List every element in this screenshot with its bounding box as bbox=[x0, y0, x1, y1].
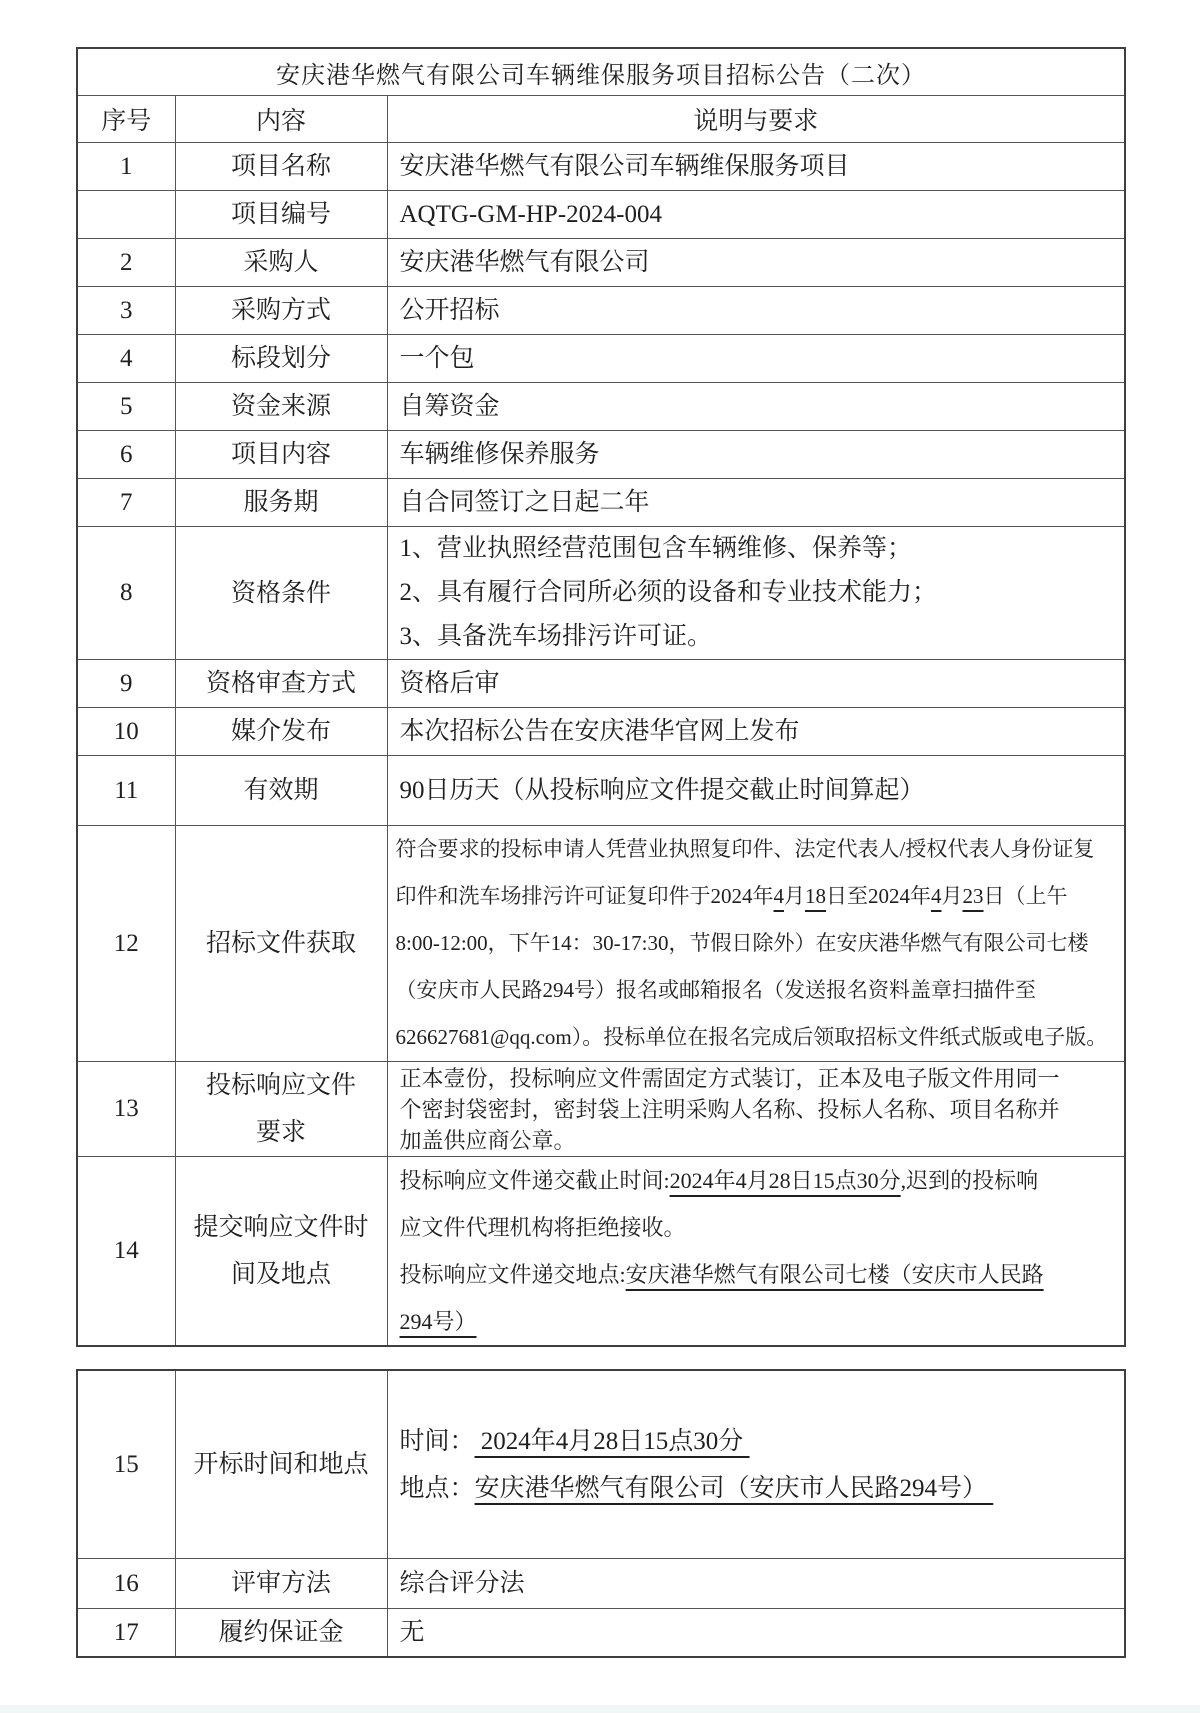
text-segment: 无 bbox=[399, 1619, 425, 1646]
cell-requirements bbox=[387, 239, 1125, 287]
cell-item-label bbox=[175, 660, 387, 708]
cell-seq-no: 5 bbox=[77, 383, 175, 431]
content-line bbox=[400, 1204, 1113, 1251]
cell-item-label bbox=[175, 335, 387, 383]
table-row bbox=[77, 143, 1125, 191]
table-row bbox=[77, 287, 1125, 335]
content-line bbox=[400, 708, 1113, 755]
second-table-body bbox=[77, 1370, 1125, 1657]
content-line bbox=[396, 873, 1117, 920]
text-segment: 自合同签订之日起二年 bbox=[399, 489, 650, 516]
cell-requirements bbox=[387, 1370, 1125, 1559]
cell-seq-no: 9 bbox=[77, 660, 175, 708]
content-line bbox=[400, 239, 1113, 286]
cell-seq-no bbox=[77, 191, 175, 239]
cell-item-label bbox=[175, 1157, 387, 1347]
table-title-row bbox=[77, 48, 1125, 96]
text-segment: 投标响应文件递交截止时间: bbox=[399, 1168, 670, 1193]
text-segment: 符合要求的投标申请人凭营业执照复印件、法定代表人/授权代表人身份证复 bbox=[395, 837, 1095, 861]
cell-requirements bbox=[387, 431, 1125, 479]
cell-item-label bbox=[175, 756, 387, 826]
text-segment: ,迟到的投标响 bbox=[900, 1168, 1039, 1193]
cell-requirements bbox=[387, 1609, 1125, 1658]
cell-seq-no: 17 bbox=[77, 1609, 175, 1658]
text-segment: 一个包 bbox=[399, 345, 475, 372]
label-line: 采购方式 bbox=[230, 297, 331, 324]
cell-seq-no: 3 bbox=[77, 287, 175, 335]
content-line bbox=[400, 1298, 1113, 1345]
text-segment: 626627681@qq.com）。投标单位在报名完成后领取招标文件纸式版或电子版。 bbox=[395, 1025, 1108, 1049]
content-line bbox=[400, 335, 1113, 382]
text-segment: 车辆维修保养服务 bbox=[399, 441, 600, 468]
table-row bbox=[77, 1157, 1125, 1347]
table-row bbox=[77, 191, 1125, 239]
text-segment: 8:00-12:00，下午14：30-17:30，节假日除外）在安庆港华燃气有限公司七楼 bbox=[395, 931, 1089, 955]
content-line bbox=[400, 143, 1113, 190]
cell-requirements bbox=[387, 826, 1125, 1062]
content-line bbox=[400, 191, 1113, 238]
cell-item-label bbox=[175, 1370, 387, 1559]
cell-item-label bbox=[175, 1609, 387, 1658]
table-row bbox=[77, 708, 1125, 756]
content-line bbox=[396, 920, 1117, 967]
header-content: 内容 bbox=[175, 96, 387, 143]
text-segment: 日至2024年 bbox=[826, 884, 931, 908]
text-segment: 2、具有履行合同所必须的设备和专业技术能力； bbox=[399, 579, 938, 606]
content-line bbox=[400, 1418, 1113, 1465]
cell-item-label bbox=[175, 383, 387, 431]
label-line: 采购人 bbox=[243, 249, 319, 276]
underlined-text: 安庆港华燃气有限公司七楼（安庆市人民路 bbox=[625, 1262, 1044, 1287]
table-row bbox=[77, 431, 1125, 479]
text-segment: 投标响应文件递交地点: bbox=[399, 1262, 626, 1287]
label-line: 招标文件获取 bbox=[205, 930, 356, 957]
cell-requirements bbox=[387, 756, 1125, 826]
cell-item-label bbox=[175, 239, 387, 287]
table-row bbox=[77, 660, 1125, 708]
table-row bbox=[77, 239, 1125, 287]
underlined-text: 2024年4月28日15点30分 bbox=[474, 1427, 750, 1455]
text-segment: 应文件代理机构将拒绝接收。 bbox=[399, 1215, 686, 1240]
text-segment: 自筹资金 bbox=[399, 393, 500, 420]
content-line bbox=[400, 571, 1113, 615]
cell-seq-no: 14 bbox=[77, 1157, 175, 1347]
label-line: 提交响应文件时 bbox=[193, 1214, 369, 1241]
table-row bbox=[77, 1609, 1125, 1658]
main-table-body bbox=[77, 143, 1125, 1347]
content-line bbox=[400, 383, 1113, 430]
table-row bbox=[77, 479, 1125, 527]
cell-seq-no: 8 bbox=[77, 527, 175, 660]
cell-requirements bbox=[387, 708, 1125, 756]
cell-item-label bbox=[175, 708, 387, 756]
content-line bbox=[400, 1609, 1113, 1656]
underlined-text: 294号） bbox=[399, 1309, 477, 1334]
label-line: 资金来源 bbox=[230, 393, 331, 420]
cell-item-label bbox=[175, 287, 387, 335]
content-line bbox=[400, 287, 1113, 334]
cell-item-label bbox=[175, 1559, 387, 1609]
cell-requirements bbox=[387, 287, 1125, 335]
cell-requirements bbox=[387, 143, 1125, 191]
text-segment: 公开招标 bbox=[399, 297, 500, 324]
table-header-row bbox=[77, 96, 1125, 143]
cell-item-label bbox=[175, 479, 387, 527]
cell-requirements bbox=[387, 383, 1125, 431]
text-segment: 加盖供应商公章。 bbox=[399, 1127, 576, 1153]
underlined-text: 23 bbox=[962, 884, 984, 908]
header-seq-no: 序号 bbox=[77, 96, 175, 143]
table-row bbox=[77, 1370, 1125, 1559]
table-row bbox=[77, 383, 1125, 431]
cell-item-label bbox=[175, 191, 387, 239]
underlined-text: 2024年4月28日15点30分 bbox=[669, 1168, 901, 1193]
content-line bbox=[396, 1014, 1117, 1061]
label-line: 要求 bbox=[255, 1119, 306, 1146]
table-row bbox=[77, 1559, 1125, 1609]
text-segment: 时间： bbox=[399, 1427, 475, 1455]
cell-seq-no: 2 bbox=[77, 239, 175, 287]
underlined-text: 18 bbox=[805, 884, 826, 908]
label-line: 评审方法 bbox=[230, 1570, 331, 1597]
content-line bbox=[400, 1063, 1113, 1094]
label-line: 项目内容 bbox=[230, 441, 331, 468]
cell-seq-no: 12 bbox=[77, 826, 175, 1062]
cell-seq-no: 10 bbox=[77, 708, 175, 756]
content-line bbox=[400, 756, 1113, 825]
label-line: 履约保证金 bbox=[218, 1619, 344, 1646]
text-segment: 90日历天（从投标响应文件提交截止时间算起） bbox=[399, 777, 925, 804]
cell-requirements bbox=[387, 660, 1125, 708]
label-line: 服务期 bbox=[243, 489, 319, 516]
cell-seq-no: 11 bbox=[77, 756, 175, 826]
text-segment: 3、具备洗车场排污许可证。 bbox=[399, 623, 713, 650]
cell-seq-no: 6 bbox=[77, 431, 175, 479]
table-row bbox=[77, 756, 1125, 826]
cell-seq-no: 13 bbox=[77, 1062, 175, 1157]
content-line bbox=[396, 826, 1117, 873]
text-segment: 本次招标公告在安庆港华官网上发布 bbox=[399, 718, 800, 745]
text-segment: 日（上午 bbox=[983, 884, 1068, 908]
table-row bbox=[77, 826, 1125, 1062]
cell-seq-no: 4 bbox=[77, 335, 175, 383]
label-line: 项目名称 bbox=[230, 153, 331, 180]
text-segment: 地点： bbox=[399, 1474, 475, 1502]
text-segment: （安庆市人民路294号）报名或邮箱报名（发送报名资料盖章扫描件至 bbox=[395, 978, 1036, 1002]
cell-requirements bbox=[387, 479, 1125, 527]
label-line: 资格审查方式 bbox=[205, 670, 356, 697]
cell-requirements bbox=[387, 527, 1125, 660]
text-segment: 1、营业执照经营范围包含车辆维修、保养等； bbox=[399, 535, 913, 562]
table-row bbox=[77, 335, 1125, 383]
underlined-text: 4 bbox=[931, 884, 942, 908]
text-segment: 安庆港华燃气有限公司 bbox=[399, 249, 650, 276]
text-segment: 印件和洗车场排污许可证复印件于2024年 bbox=[395, 884, 774, 908]
content-line bbox=[400, 1251, 1113, 1298]
cell-seq-no: 7 bbox=[77, 479, 175, 527]
cell-seq-no: 16 bbox=[77, 1559, 175, 1609]
underlined-text: 安庆港华燃气有限公司（安庆市人民路294号） bbox=[474, 1474, 994, 1502]
cell-item-label bbox=[175, 826, 387, 1062]
header-requirements: 说明与要求 bbox=[387, 96, 1125, 143]
content-line bbox=[400, 615, 1113, 659]
cell-item-label bbox=[175, 143, 387, 191]
tender-notice-table-second bbox=[76, 1369, 1126, 1658]
text-segment: AQTG-GM-HP-2024-004 bbox=[399, 201, 662, 228]
content-line bbox=[400, 1465, 1113, 1512]
content-line bbox=[400, 527, 1113, 571]
cell-item-label bbox=[175, 431, 387, 479]
table-row bbox=[77, 1062, 1125, 1157]
text-segment: 资格后审 bbox=[399, 670, 500, 697]
cell-item-label bbox=[175, 527, 387, 660]
label-line: 资格条件 bbox=[230, 579, 331, 607]
label-line: 标段划分 bbox=[230, 345, 331, 372]
page-bottom-strip bbox=[0, 1705, 1200, 1713]
content-line bbox=[400, 1094, 1113, 1125]
label-line: 间及地点 bbox=[230, 1261, 331, 1288]
text-segment: 月 bbox=[941, 884, 963, 908]
label-line: 项目编号 bbox=[230, 201, 331, 228]
text-segment: 安庆港华燃气有限公司车辆维保服务项目 bbox=[399, 153, 850, 180]
label-line: 投标响应文件 bbox=[205, 1072, 356, 1099]
tender-notice-table-main bbox=[76, 47, 1126, 1347]
label-line: 开标时间和地点 bbox=[193, 1451, 369, 1478]
content-line bbox=[400, 1157, 1113, 1204]
text-segment: 个密封袋密封，密封袋上注明采购人名称、投标人名称、项目名称并 bbox=[399, 1096, 1060, 1122]
content-line bbox=[400, 431, 1113, 478]
cell-requirements bbox=[387, 1157, 1125, 1347]
table-row bbox=[77, 527, 1125, 660]
cell-requirements bbox=[387, 335, 1125, 383]
label-line: 有效期 bbox=[243, 777, 319, 804]
content-line bbox=[400, 1125, 1113, 1156]
cell-requirements bbox=[387, 1062, 1125, 1157]
label-line: 媒介发布 bbox=[230, 718, 331, 745]
document-title: 安庆港华燃气有限公司车辆维保服务项目招标公告（二次） bbox=[77, 48, 1125, 96]
text-segment: 综合评分法 bbox=[399, 1570, 525, 1597]
content-line bbox=[400, 1560, 1113, 1607]
cell-seq-no: 15 bbox=[77, 1370, 175, 1559]
cell-seq-no: 1 bbox=[77, 143, 175, 191]
text-segment: 正本壹份，投标响应文件需固定方式装订，正本及电子版文件用同一 bbox=[399, 1065, 1060, 1091]
cell-requirements bbox=[387, 1559, 1125, 1609]
content-line bbox=[400, 660, 1113, 707]
content-line bbox=[396, 967, 1117, 1014]
text-segment: 月 bbox=[784, 884, 805, 908]
underlined-text: 4 bbox=[773, 884, 784, 908]
cell-requirements bbox=[387, 191, 1125, 239]
content-line bbox=[400, 479, 1113, 526]
cell-item-label bbox=[175, 1062, 387, 1157]
